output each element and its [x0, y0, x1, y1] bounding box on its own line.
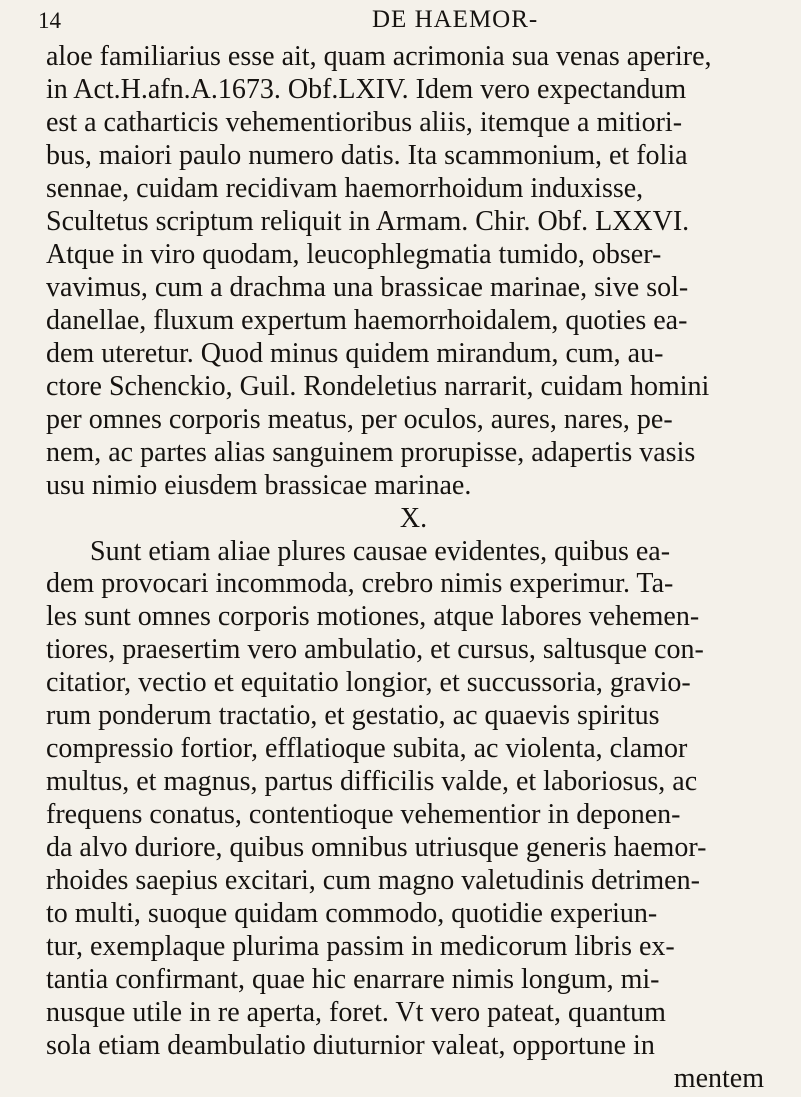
text-line: vavimus, cum a drachma una brassicae marinae, sive sol- — [46, 272, 689, 303]
text-line: Sunt etiam aliae plures causae evidentes, quibus ea- — [90, 536, 671, 567]
text-line: citatior, vectio et equitatio longior, et succussoria, gravio- — [46, 667, 691, 698]
catchword: mentem — [673, 1063, 764, 1094]
text-line: tantia confirmant, quae hic enarrare nimis longum, mi- — [46, 964, 660, 995]
text-line: Scultetus scriptum reliquit in Armam. Chir. Obf. LXXVI. — [46, 206, 690, 237]
text-line: frequens conatus, contentioque vehementior in deponen- — [46, 799, 681, 830]
page-header — [38, 4, 778, 38]
running-title: DE HAEMOR- — [372, 6, 539, 33]
text-line: ctore Schenckio, Guil. Rondeletius narrarit, cuidam homini — [46, 371, 710, 402]
text-line: bus, maiori paulo numero datis. Ita scammonium, et folia — [46, 140, 688, 171]
text-line: rhoides saepius excitari, cum magno valetudinis detrimen- — [46, 865, 700, 896]
text-line: aloe familiarius esse ait, quam acrimonia sua venas aperire, — [46, 41, 712, 72]
page-number: 14 — [38, 8, 61, 33]
text-line: Atque in viro quodam, leucophlegmatia tumido, obser- — [46, 239, 662, 270]
text-line: est a catharticis vehementioribus aliis, itemque a mitiori- — [46, 107, 683, 138]
text-line: compressio fortior, efflatioque subita, ac violenta, clamor — [46, 733, 688, 764]
text-line: multus, et magnus, partus difficilis valde, et laboriosus, ac — [46, 766, 698, 797]
text-line: to multi, suoque quidam commodo, quotidie experiun- — [46, 898, 658, 929]
text-line: danellae, fluxum expertum haemorrhoidalem, quoties ea- — [46, 305, 688, 336]
text-line: dem uteretur. Quod minus quidem mirandum, cum, au- — [46, 338, 664, 369]
text-line: in Act.H.afn.A.1673. Obf.LXIV. Idem vero expectandum — [46, 74, 687, 105]
text-line: tur, exemplaque plurima passim in medicorum libris ex- — [46, 931, 675, 962]
text-line: rum ponderum tractatio, et gestatio, ac quaevis spiritus — [46, 700, 660, 731]
text-line: nusque utile in re aperta, foret. Vt vero pateat, quantum — [46, 997, 666, 1028]
text-line: nem, ac partes alias sanguinem prorupisse, adapertis vasis — [46, 437, 696, 468]
text-line: usu nimio eiusdem brassicae marinae. — [46, 470, 472, 501]
text-line: les sunt omnes corporis motiones, atque labores vehemen- — [46, 601, 700, 632]
text-line: per omnes corporis meatus, per oculos, aures, nares, pe- — [46, 404, 673, 435]
text-line: da alvo duriore, quibus omnibus utriusque generis haemor- — [46, 832, 707, 863]
text-line: dem provocari incommoda, crebro nimis experimur. Ta- — [46, 568, 674, 599]
text-line: sennae, cuidam recidivam haemorrhoidum induxisse, — [46, 173, 644, 204]
text-line: sola etiam deambulatio diuturnior valeat, opportune in — [46, 1030, 655, 1061]
section-number: X. — [399, 503, 428, 534]
text-line: tiores, praesertim vero ambulatio, et cursus, saltusque con- — [46, 634, 704, 665]
